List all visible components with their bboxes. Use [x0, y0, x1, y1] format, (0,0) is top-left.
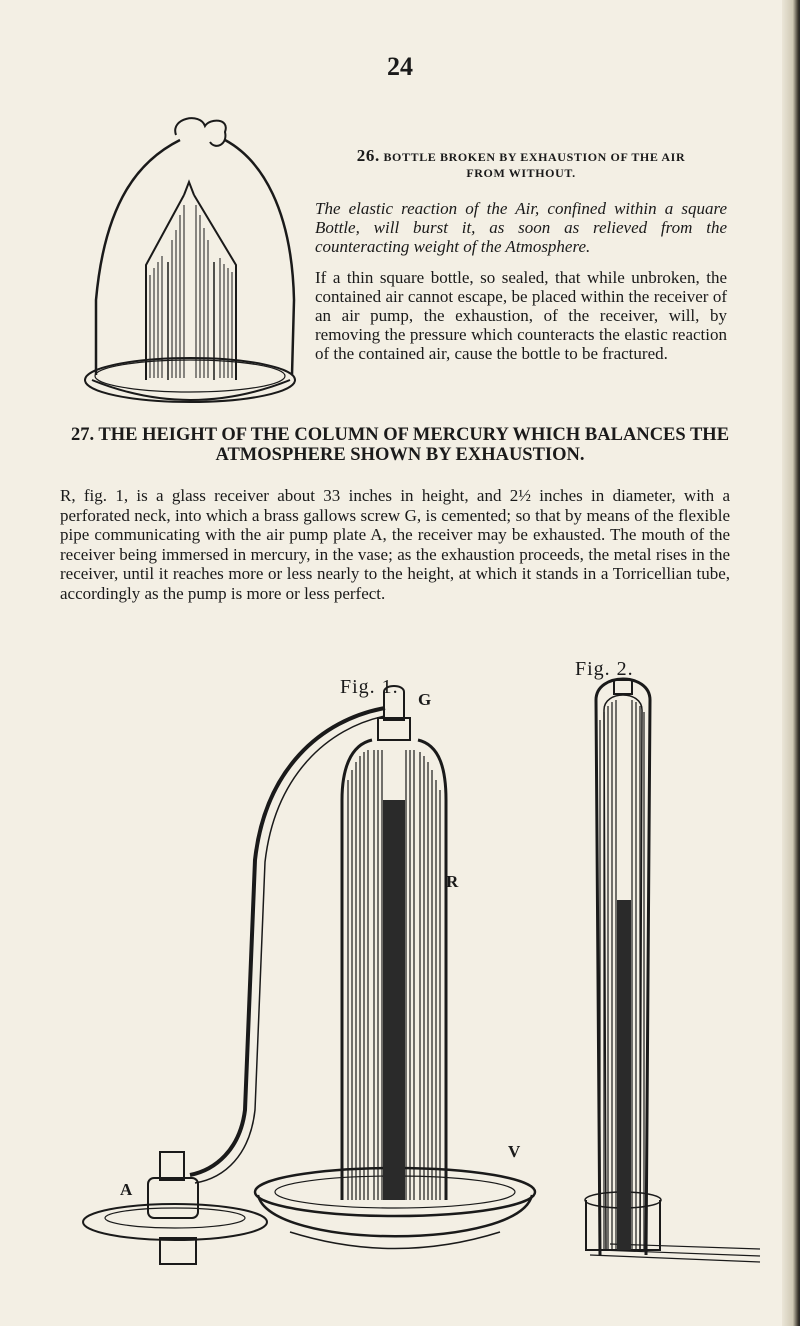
fig2-label: Fig. 2.: [575, 658, 634, 680]
section-26-body: If a thin square bottle, so sealed, that while unbroken, the contained air cannot escape, be placed within the receiver of an air pump, the exhaustion, of the receiver, will, by removing the pressure which counteracts the elastic reaction of the contained air, cause the bottle to be fractured.: [315, 268, 727, 363]
page-number: 24: [387, 52, 413, 81]
label-v: V: [508, 1142, 521, 1161]
section-26-number: 26.: [356, 146, 380, 165]
section-26-title-line2: FROM WITHOUT.: [466, 166, 576, 180]
label-r: R: [446, 872, 459, 891]
label-a: A: [120, 1180, 133, 1199]
section-27-heading: 27. THE HEIGHT OF THE COLUMN OF MERCURY WHICH BALANCES THE ATMOSPHERE SHOWN BY EXHAUSTION.: [70, 425, 730, 465]
section-26-title-line1: BOTTLE BROKEN BY EXHAUSTION OF THE AIR: [383, 150, 686, 164]
fig1-label: Fig. 1.: [340, 676, 399, 698]
label-g: G: [418, 690, 432, 709]
section-26-italic-summary: The elastic reaction of the Air, confined within a square Bottle, will burst it, as soon as relieved from the counteracting weight of the Atmosphere.: [315, 199, 727, 256]
section-27-body: R, fig. 1, is a glass receiver about 33 inches in height, and 2½ inches in diameter, with a perforated neck, into which a brass gallows screw G, is cemented; so that by means of the flexible pipe communicating with the air pump plate A, the receiver may be exhausted. The mouth of the receiver being immersed in mercury, in the vase; as the exhaustion proceeds, the metal rises in the receiver, until it reaches more or less nearly to the height, at which it stands in a Torricellian tube, accordingly as the pump is more or less perfect.: [60, 486, 730, 603]
